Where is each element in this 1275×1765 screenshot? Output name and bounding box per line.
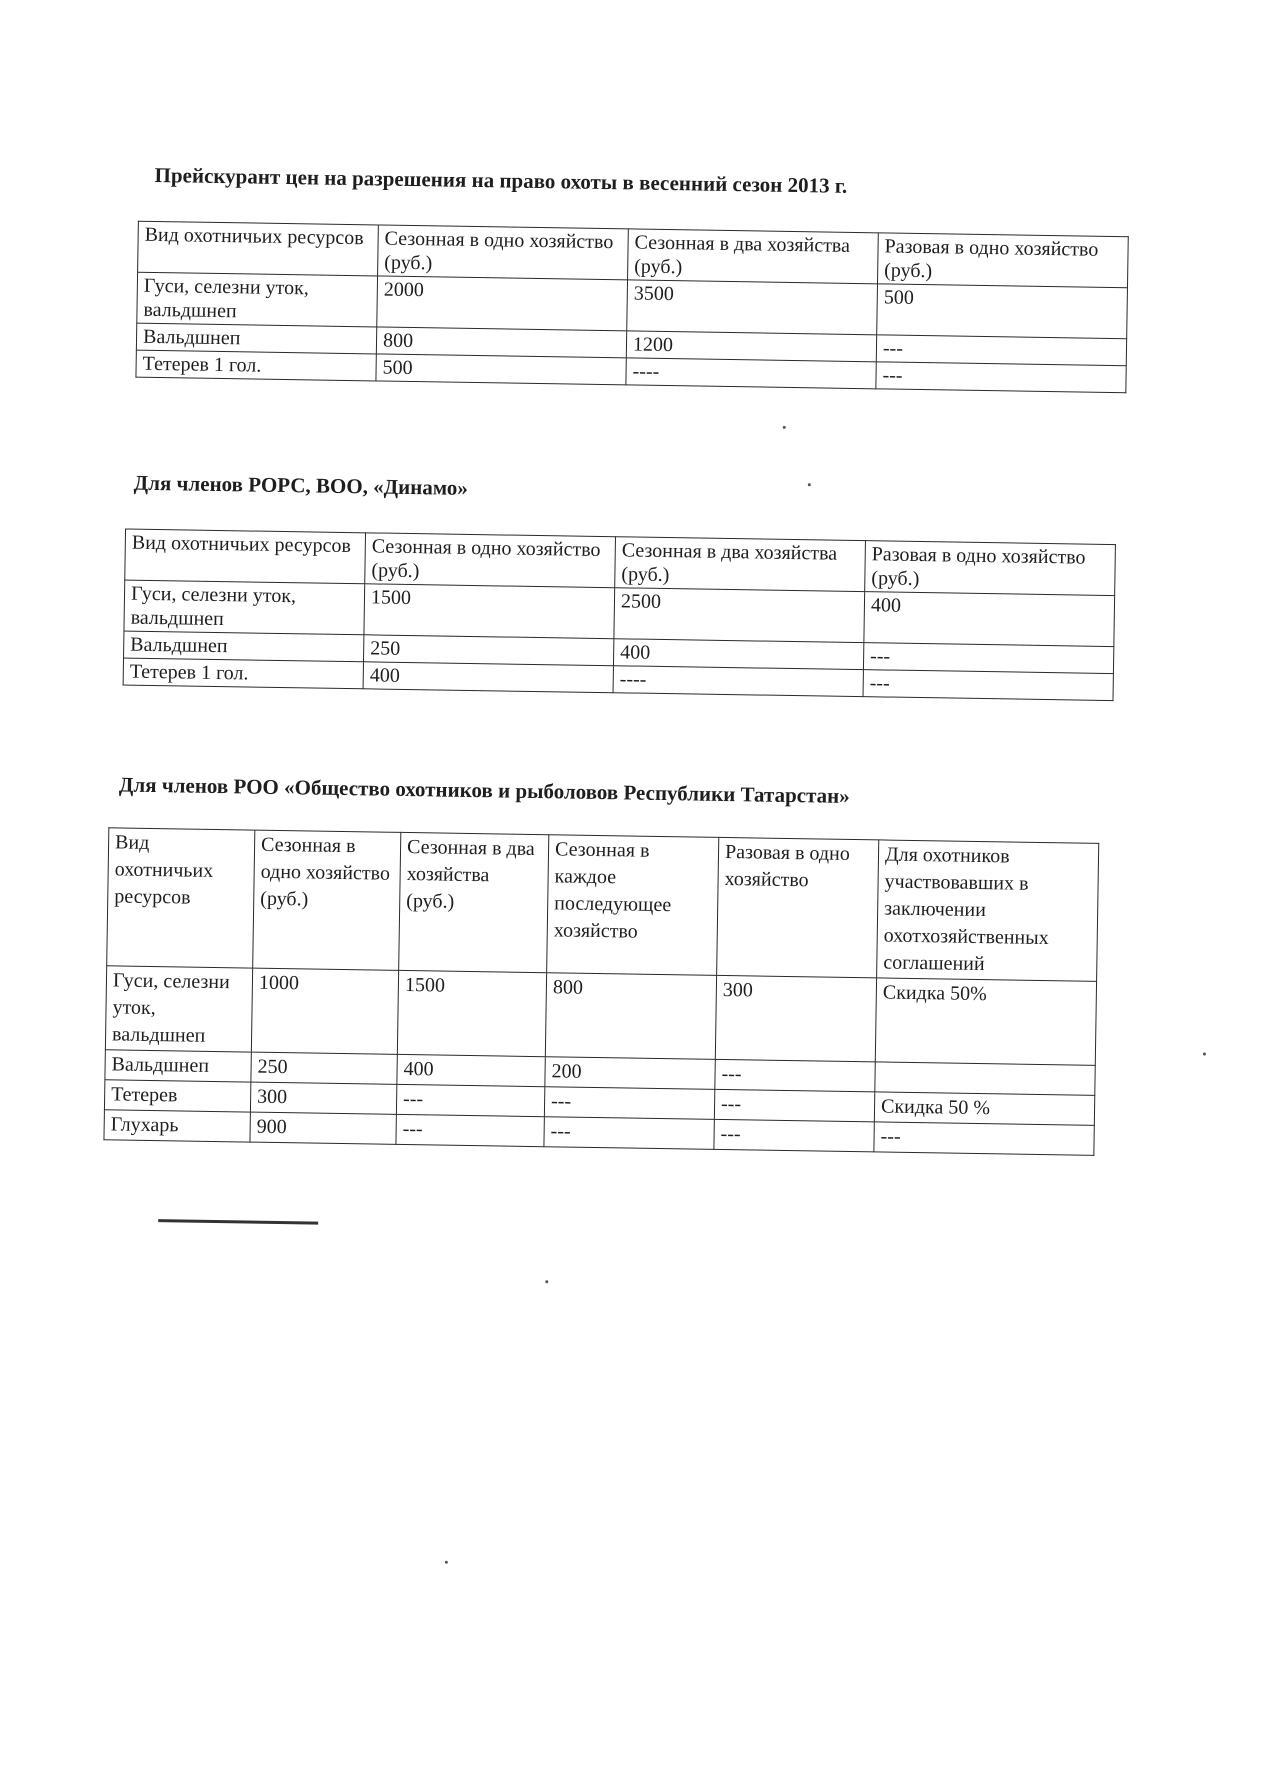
table-cell: ----: [613, 666, 863, 697]
section-1-heading: Прейскурант цен на разрешения на право охоты в весенний сезон 2013 г.: [154, 162, 848, 198]
section-2-heading: Для членов РОРС, ВОО, «Динамо»: [133, 470, 469, 500]
table-cell: ----: [626, 358, 876, 389]
table-cell: 200: [545, 1057, 715, 1090]
table-cell: ---: [874, 1122, 1094, 1155]
table-cell: 300: [250, 1082, 396, 1114]
header-cell: Разовая в одно хозяйство (руб.): [865, 541, 1116, 596]
table-cell: Тетерев 1 гол.: [136, 350, 376, 381]
table-cell: Скидка 50 %: [874, 1092, 1094, 1125]
header-cell: Разовая в одно хозяйство (руб.): [878, 233, 1129, 288]
scan-speck: [783, 426, 786, 429]
table-cell: Тетерев 1 гол.: [123, 658, 363, 689]
table-cell: ---: [396, 1114, 544, 1146]
table-cell: Гуси, селезни уток, вальдшнеп: [137, 272, 378, 327]
table-cell: 2000: [377, 276, 628, 331]
table-cell: 3500: [627, 280, 878, 335]
price-table-roo-tatarstan: [103, 827, 1099, 1156]
header-cell: Сезонная в одно хозяйство (руб.): [378, 225, 629, 280]
header-cell: Сезонная в два хозяйства (руб.): [615, 537, 866, 592]
scan-speck: [445, 1561, 448, 1564]
table-cell: ---: [876, 362, 1126, 393]
table-cell: 400: [864, 592, 1115, 647]
table-cell: 500: [376, 354, 626, 385]
table-cell: 250: [364, 635, 614, 666]
header-cell: Сезонная в два хозяйства (руб.): [628, 229, 879, 284]
table-cell: 800: [545, 973, 716, 1060]
header-cell: Сезонная в два хозяйства (руб.): [399, 832, 549, 972]
table-cell: ---: [544, 1117, 714, 1150]
table-cell: ---: [715, 1059, 875, 1092]
table-cell: 900: [250, 1112, 396, 1144]
table-cell: ---: [396, 1084, 544, 1116]
header-cell: Сезонная в каждое последующее хозяйство: [547, 835, 719, 976]
table-row: [105, 966, 1096, 1066]
scan-speck: [545, 1280, 548, 1283]
header-cell: Для охотников участвовавших в заключении охотхозяйственных соглашений: [877, 840, 1099, 981]
table-cell: 300: [715, 975, 876, 1062]
price-table-general: [135, 221, 1128, 394]
header-cell: Вид охотничьих ресурсов: [125, 529, 366, 584]
scan-speck: [808, 483, 811, 486]
table-cell: 400: [613, 639, 863, 670]
table-cell: ---: [863, 643, 1113, 674]
header-cell: Сезонная в одно хозяйство (руб.): [253, 830, 401, 970]
table-cell: 400: [397, 1054, 545, 1086]
table-cell: [875, 1062, 1095, 1095]
table-cell: Тетерев: [104, 1080, 250, 1112]
table-cell: Вальдшнеп: [124, 631, 364, 662]
table-cell: Гуси, селезни уток, вальдшнеп: [105, 966, 252, 1052]
price-table-rors: [123, 529, 1116, 702]
header-cell: Разовая в одно хозяйство: [717, 837, 879, 977]
header-cell: Сезонная в одно хозяйство (руб.): [365, 533, 616, 588]
section-3-heading: Для членов РОО «Общество охотников и рыболовов Республики Татарстан»: [118, 772, 850, 808]
table-cell: 2500: [614, 588, 865, 643]
table-cell: 400: [363, 662, 613, 693]
scan-speck: [1203, 1053, 1206, 1056]
table-cell: ---: [876, 335, 1126, 366]
table-cell: ---: [544, 1087, 714, 1120]
table-cell: 1000: [251, 968, 398, 1054]
table-cell: Вальдшнеп: [105, 1050, 251, 1082]
scan-artifact-line: [158, 1219, 318, 1225]
table-cell: Скидка 50%: [875, 978, 1096, 1065]
table-cell: ---: [714, 1089, 874, 1122]
table-cell: ---: [863, 670, 1113, 701]
table-cell: 250: [251, 1052, 397, 1084]
table-cell: Гуси, селезни уток, вальдшнеп: [124, 580, 365, 635]
table-cell: 1200: [626, 331, 876, 362]
header-cell: Вид охотничьих ресурсов: [107, 828, 255, 968]
table-cell: Вальдшнеп: [136, 323, 376, 354]
table-cell: 500: [877, 284, 1128, 339]
header-cell: Вид охотничьих ресурсов: [138, 221, 379, 276]
table-cell: 800: [376, 327, 626, 358]
table-header-row: [107, 828, 1099, 982]
table-cell: 1500: [364, 584, 615, 639]
table-cell: Глухарь: [104, 1110, 250, 1142]
table-cell: ---: [714, 1119, 874, 1152]
table-cell: 1500: [397, 970, 546, 1056]
